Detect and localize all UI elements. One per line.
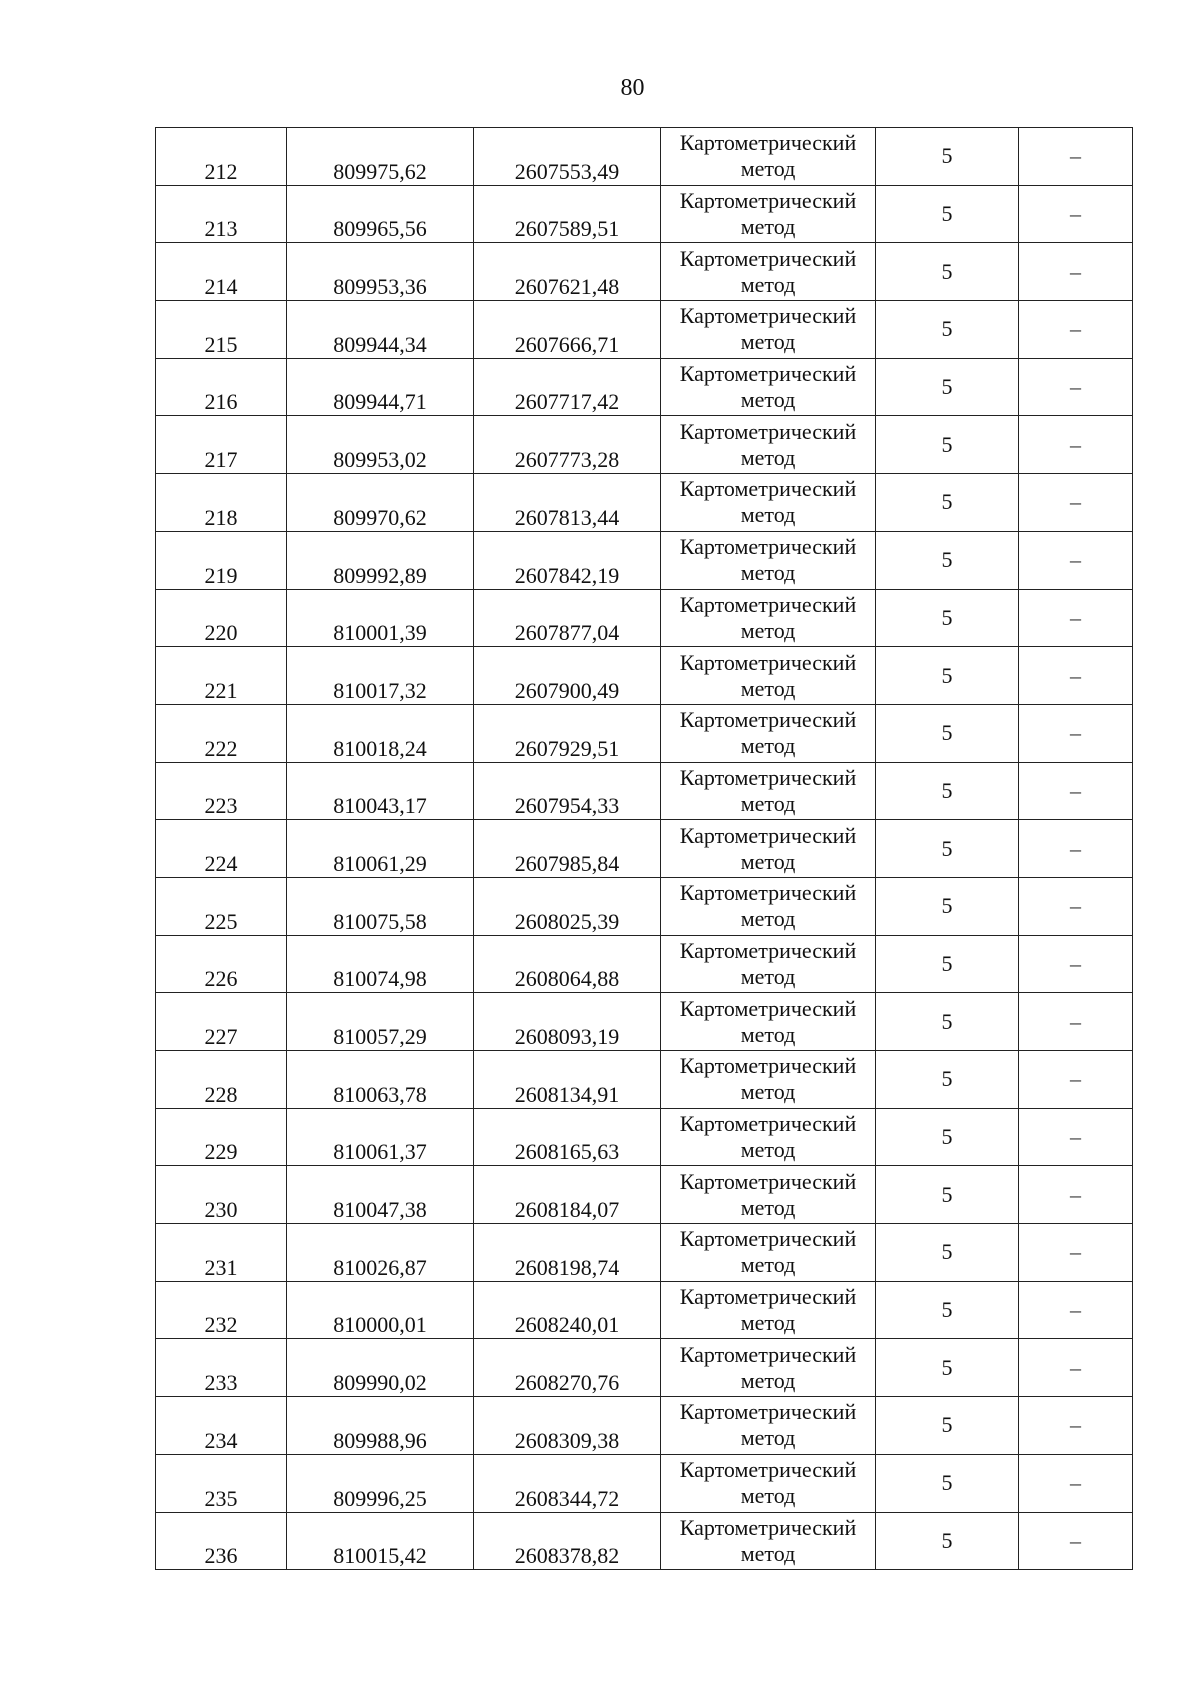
coordinates-table-body	[156, 128, 1133, 1570]
x-coordinate-cell: 810000,01	[287, 1281, 474, 1339]
accuracy-cell: 5	[876, 128, 1019, 186]
point-number-cell: 226	[156, 935, 287, 993]
description-cell: –	[1019, 1339, 1133, 1397]
y-coordinate-cell: 2608270,76	[474, 1339, 661, 1397]
method-line-1: Картометрический	[679, 418, 857, 444]
method-line-1: Картометрический	[679, 1168, 857, 1194]
method-cell	[661, 1224, 876, 1282]
coordinates-table	[155, 127, 1133, 1570]
point-number-cell: 224	[156, 820, 287, 878]
x-coordinate-cell: 810074,98	[287, 935, 474, 993]
method-cell	[661, 877, 876, 935]
method-line-2: метод	[740, 1252, 796, 1278]
x-coordinate-cell: 809953,02	[287, 416, 474, 474]
description-cell: –	[1019, 1166, 1133, 1224]
table-row	[156, 1339, 1133, 1397]
method-cell	[661, 704, 876, 762]
point-number-cell: 227	[156, 993, 287, 1051]
table-row	[156, 704, 1133, 762]
method-line-1: Картометрический	[679, 1341, 857, 1367]
accuracy-cell: 5	[876, 1397, 1019, 1455]
y-coordinate-cell: 2608378,82	[474, 1512, 661, 1570]
method-line-1: Картометрический	[679, 130, 857, 156]
description-cell: –	[1019, 820, 1133, 878]
x-coordinate-cell: 810063,78	[287, 1051, 474, 1109]
point-number-cell: 233	[156, 1339, 287, 1397]
y-coordinate-cell: 2607985,84	[474, 820, 661, 878]
y-coordinate-cell: 2608309,38	[474, 1397, 661, 1455]
table-row	[156, 1108, 1133, 1166]
point-number-cell: 231	[156, 1224, 287, 1282]
x-coordinate-cell: 809970,62	[287, 474, 474, 532]
description-cell: –	[1019, 243, 1133, 301]
point-number-cell: 228	[156, 1051, 287, 1109]
description-cell: –	[1019, 1397, 1133, 1455]
method-cell	[661, 1051, 876, 1109]
point-number-cell: 232	[156, 1281, 287, 1339]
y-coordinate-cell: 2607666,71	[474, 301, 661, 359]
y-coordinate-cell: 2607553,49	[474, 128, 661, 186]
table-row	[156, 1454, 1133, 1512]
x-coordinate-cell: 810057,29	[287, 993, 474, 1051]
description-cell: –	[1019, 185, 1133, 243]
x-coordinate-cell: 809992,89	[287, 531, 474, 589]
table-row	[156, 877, 1133, 935]
method-line-1: Картометрический	[679, 822, 857, 848]
x-coordinate-cell: 810075,58	[287, 877, 474, 935]
method-cell	[661, 993, 876, 1051]
description-cell: –	[1019, 531, 1133, 589]
table-row	[156, 301, 1133, 359]
x-coordinate-cell: 810026,87	[287, 1224, 474, 1282]
description-cell: –	[1019, 993, 1133, 1051]
method-cell	[661, 243, 876, 301]
accuracy-cell: 5	[876, 704, 1019, 762]
y-coordinate-cell: 2607621,48	[474, 243, 661, 301]
method-line-2: метод	[740, 387, 796, 413]
y-coordinate-cell: 2608134,91	[474, 1051, 661, 1109]
method-line-1: Картометрический	[679, 707, 857, 733]
y-coordinate-cell: 2607773,28	[474, 416, 661, 474]
table-row	[156, 1051, 1133, 1109]
method-line-1: Картометрический	[679, 476, 857, 502]
table-row	[156, 1281, 1133, 1339]
method-line-2: метод	[740, 617, 796, 643]
method-line-1: Картометрический	[679, 1111, 857, 1137]
y-coordinate-cell: 2607877,04	[474, 589, 661, 647]
method-line-2: метод	[740, 214, 796, 240]
description-cell: –	[1019, 589, 1133, 647]
x-coordinate-cell: 810001,39	[287, 589, 474, 647]
method-line-1: Картометрический	[679, 1457, 857, 1483]
x-coordinate-cell: 810061,37	[287, 1108, 474, 1166]
method-line-2: метод	[740, 1021, 796, 1047]
method-line-2: метод	[740, 675, 796, 701]
description-cell: –	[1019, 877, 1133, 935]
method-line-2: метод	[740, 963, 796, 989]
method-line-2: метод	[740, 156, 796, 182]
method-cell	[661, 301, 876, 359]
x-coordinate-cell: 810043,17	[287, 762, 474, 820]
table-row	[156, 589, 1133, 647]
table-row	[156, 993, 1133, 1051]
method-line-1: Картометрический	[679, 649, 857, 675]
method-cell	[661, 762, 876, 820]
method-line-1: Картометрический	[679, 937, 857, 963]
accuracy-cell: 5	[876, 1166, 1019, 1224]
y-coordinate-cell: 2607954,33	[474, 762, 661, 820]
point-number-cell: 214	[156, 243, 287, 301]
method-line-1: Картометрический	[679, 361, 857, 387]
method-line-1: Картометрический	[679, 188, 857, 214]
table-row	[156, 1166, 1133, 1224]
description-cell: –	[1019, 1108, 1133, 1166]
point-number-cell: 234	[156, 1397, 287, 1455]
accuracy-cell: 5	[876, 1339, 1019, 1397]
accuracy-cell: 5	[876, 1281, 1019, 1339]
x-coordinate-cell: 809953,36	[287, 243, 474, 301]
point-number-cell: 221	[156, 647, 287, 705]
table-row	[156, 647, 1133, 705]
table-row	[156, 185, 1133, 243]
y-coordinate-cell: 2607842,19	[474, 531, 661, 589]
table-row	[156, 820, 1133, 878]
accuracy-cell: 5	[876, 647, 1019, 705]
x-coordinate-cell: 810015,42	[287, 1512, 474, 1570]
method-line-2: метод	[740, 733, 796, 759]
x-coordinate-cell: 810017,32	[287, 647, 474, 705]
method-line-1: Картометрический	[679, 1226, 857, 1252]
method-line-1: Картометрический	[679, 1514, 857, 1540]
accuracy-cell: 5	[876, 993, 1019, 1051]
description-cell: –	[1019, 301, 1133, 359]
accuracy-cell: 5	[876, 358, 1019, 416]
point-number-cell: 229	[156, 1108, 287, 1166]
y-coordinate-cell: 2608093,19	[474, 993, 661, 1051]
table-row	[156, 1224, 1133, 1282]
accuracy-cell: 5	[876, 762, 1019, 820]
x-coordinate-cell: 809965,56	[287, 185, 474, 243]
x-coordinate-cell: 810047,38	[287, 1166, 474, 1224]
point-number-cell: 219	[156, 531, 287, 589]
method-cell	[661, 416, 876, 474]
description-cell: –	[1019, 358, 1133, 416]
description-cell: –	[1019, 128, 1133, 186]
method-cell	[661, 1281, 876, 1339]
x-coordinate-cell: 809944,71	[287, 358, 474, 416]
y-coordinate-cell: 2607589,51	[474, 185, 661, 243]
description-cell: –	[1019, 762, 1133, 820]
accuracy-cell: 5	[876, 301, 1019, 359]
method-line-2: метод	[740, 271, 796, 297]
y-coordinate-cell: 2608025,39	[474, 877, 661, 935]
table-row	[156, 531, 1133, 589]
y-coordinate-cell: 2608165,63	[474, 1108, 661, 1166]
description-cell: –	[1019, 1051, 1133, 1109]
page-number: 80	[620, 75, 645, 101]
method-line-2: метод	[740, 444, 796, 470]
point-number-cell: 236	[156, 1512, 287, 1570]
x-coordinate-cell: 810061,29	[287, 820, 474, 878]
accuracy-cell: 5	[876, 1108, 1019, 1166]
method-cell	[661, 935, 876, 993]
method-line-1: Картометрический	[679, 764, 857, 790]
x-coordinate-cell: 809990,02	[287, 1339, 474, 1397]
method-line-2: метод	[740, 790, 796, 816]
accuracy-cell: 5	[876, 1051, 1019, 1109]
accuracy-cell: 5	[876, 877, 1019, 935]
method-line-2: метод	[740, 1425, 796, 1451]
method-line-2: метод	[740, 1483, 796, 1509]
table-row	[156, 416, 1133, 474]
method-line-2: метод	[740, 1310, 796, 1336]
method-line-1: Картометрический	[679, 880, 857, 906]
point-number-cell: 216	[156, 358, 287, 416]
description-cell: –	[1019, 1454, 1133, 1512]
accuracy-cell: 5	[876, 416, 1019, 474]
point-number-cell: 212	[156, 128, 287, 186]
method-line-2: метод	[740, 1079, 796, 1105]
point-number-cell: 213	[156, 185, 287, 243]
table-row	[156, 243, 1133, 301]
accuracy-cell: 5	[876, 531, 1019, 589]
accuracy-cell: 5	[876, 1454, 1019, 1512]
method-line-2: метод	[740, 1367, 796, 1393]
method-cell	[661, 531, 876, 589]
method-line-1: Картометрический	[679, 534, 857, 560]
point-number-cell: 220	[156, 589, 287, 647]
y-coordinate-cell: 2607900,49	[474, 647, 661, 705]
method-cell	[661, 1397, 876, 1455]
method-line-2: метод	[740, 1540, 796, 1566]
method-line-2: метод	[740, 906, 796, 932]
point-number-cell: 225	[156, 877, 287, 935]
method-cell	[661, 1166, 876, 1224]
method-line-2: метод	[740, 502, 796, 528]
accuracy-cell: 5	[876, 935, 1019, 993]
point-number-cell: 235	[156, 1454, 287, 1512]
description-cell: –	[1019, 474, 1133, 532]
method-cell	[661, 1454, 876, 1512]
accuracy-cell: 5	[876, 1224, 1019, 1282]
method-line-2: метод	[740, 329, 796, 355]
description-cell: –	[1019, 1281, 1133, 1339]
y-coordinate-cell: 2608064,88	[474, 935, 661, 993]
x-coordinate-cell: 809944,34	[287, 301, 474, 359]
method-line-2: метод	[740, 1194, 796, 1220]
description-cell: –	[1019, 1224, 1133, 1282]
x-coordinate-cell: 809975,62	[287, 128, 474, 186]
table-row	[156, 762, 1133, 820]
table-row	[156, 474, 1133, 532]
point-number-cell: 215	[156, 301, 287, 359]
accuracy-cell: 5	[876, 243, 1019, 301]
table-row	[156, 935, 1133, 993]
method-cell	[661, 1512, 876, 1570]
method-cell	[661, 128, 876, 186]
accuracy-cell: 5	[876, 185, 1019, 243]
point-number-cell: 230	[156, 1166, 287, 1224]
method-line-1: Картометрический	[679, 245, 857, 271]
x-coordinate-cell: 809988,96	[287, 1397, 474, 1455]
point-number-cell: 217	[156, 416, 287, 474]
y-coordinate-cell: 2608184,07	[474, 1166, 661, 1224]
y-coordinate-cell: 2608240,01	[474, 1281, 661, 1339]
y-coordinate-cell: 2607929,51	[474, 704, 661, 762]
y-coordinate-cell: 2607717,42	[474, 358, 661, 416]
y-coordinate-cell: 2608198,74	[474, 1224, 661, 1282]
method-line-1: Картометрический	[679, 995, 857, 1021]
table-row	[156, 1512, 1133, 1570]
method-cell	[661, 647, 876, 705]
y-coordinate-cell: 2608344,72	[474, 1454, 661, 1512]
table-row	[156, 358, 1133, 416]
point-number-cell: 218	[156, 474, 287, 532]
y-coordinate-cell: 2607813,44	[474, 474, 661, 532]
method-cell	[661, 358, 876, 416]
description-cell: –	[1019, 416, 1133, 474]
method-cell	[661, 185, 876, 243]
description-cell: –	[1019, 704, 1133, 762]
description-cell: –	[1019, 647, 1133, 705]
point-number-cell: 222	[156, 704, 287, 762]
method-line-1: Картометрический	[679, 1284, 857, 1310]
method-cell	[661, 589, 876, 647]
method-line-2: метод	[740, 1137, 796, 1163]
accuracy-cell: 5	[876, 474, 1019, 532]
table-row	[156, 128, 1133, 186]
table-row	[156, 1397, 1133, 1455]
description-cell: –	[1019, 935, 1133, 993]
method-cell	[661, 820, 876, 878]
method-line-1: Картометрический	[679, 303, 857, 329]
x-coordinate-cell: 810018,24	[287, 704, 474, 762]
method-line-1: Картометрический	[679, 591, 857, 617]
point-number-cell: 223	[156, 762, 287, 820]
accuracy-cell: 5	[876, 820, 1019, 878]
x-coordinate-cell: 809996,25	[287, 1454, 474, 1512]
method-line-2: метод	[740, 848, 796, 874]
method-cell	[661, 1339, 876, 1397]
method-cell	[661, 474, 876, 532]
method-line-1: Картометрический	[679, 1053, 857, 1079]
accuracy-cell: 5	[876, 589, 1019, 647]
description-cell: –	[1019, 1512, 1133, 1570]
method-cell	[661, 1108, 876, 1166]
method-line-1: Картометрический	[679, 1399, 857, 1425]
accuracy-cell: 5	[876, 1512, 1019, 1570]
method-line-2: метод	[740, 560, 796, 586]
